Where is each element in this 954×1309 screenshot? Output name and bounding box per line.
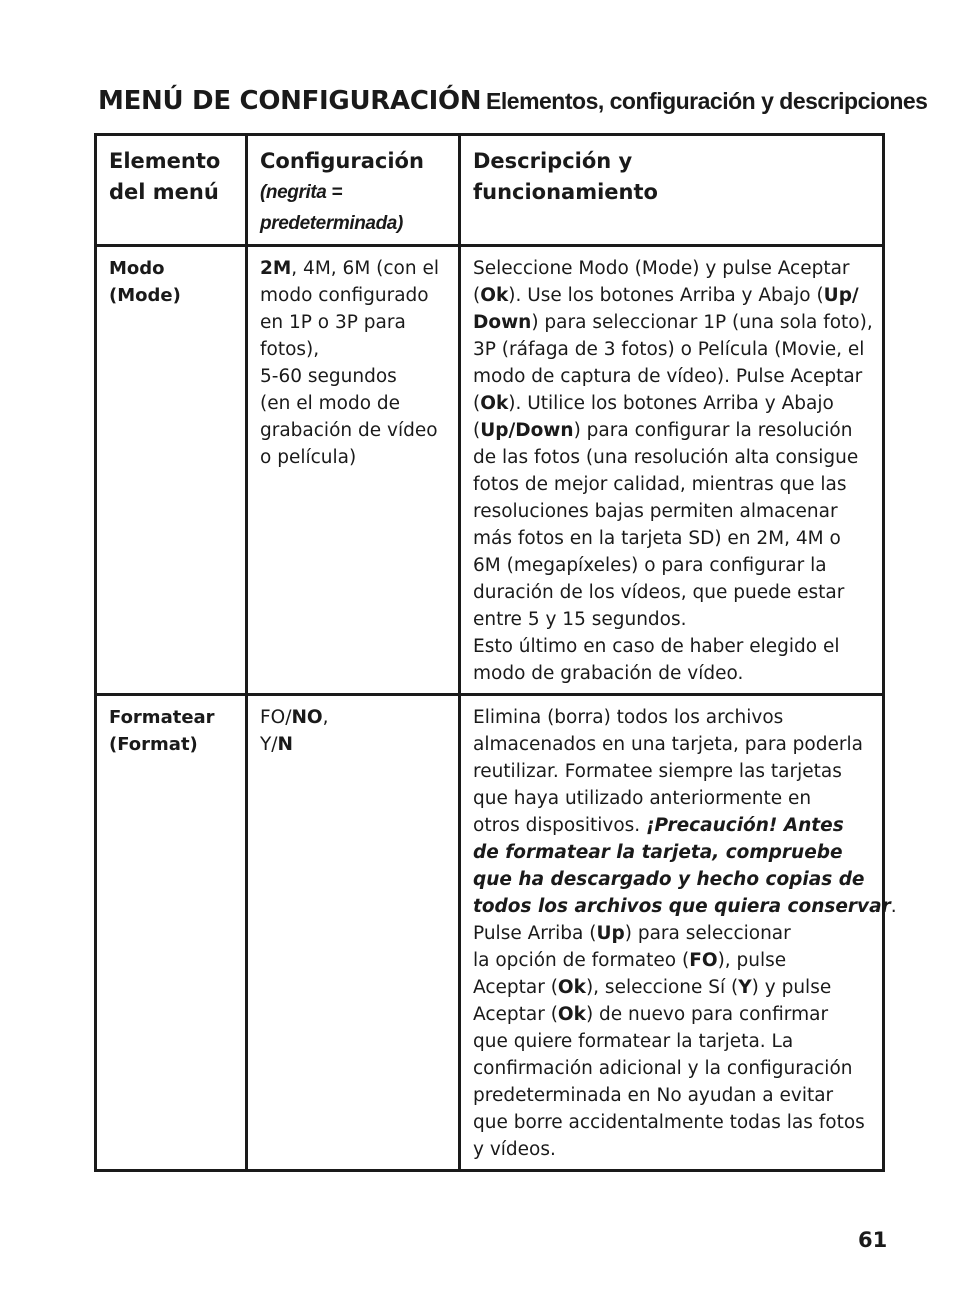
- header-setting: Configuración (negrita = predeterminada): [247, 135, 460, 246]
- description-cell: Seleccione Modo (Mode) y pulse Aceptar (Ok). Use los botones Arriba y Abajo (Up/ Down) para seleccionar 1P (una sola foto), 3P (ráfaga de 3 fotos) o Película (Movie, el modo de captura de vídeo). Pulse Aceptar (Ok). Utilice los botones Arriba y Abajo (Up/Down) para configurar la resolución de las fotos (una resolución alta consigue fotos de mejor calidad, mientras que las resoluciones bajas permiten almacenar más fotos en la tarjeta SD) en 2M, 4M o 6M (megapíxeles) o para configurar la duración de los vídeos, que puede estar entre 5 y 15 segundos. Esto último en caso de haber elegido el modo de grabación de vídeo.: [460, 246, 884, 695]
- warning-text: todos los archivos que quiera conservar: [473, 896, 891, 917]
- page-title: [98, 86, 927, 116]
- title-main: MENÚ DE CONFIGURACIÓN: [98, 86, 482, 116]
- warning-text: ¡Precaución! Antes: [646, 815, 844, 836]
- item-cell: Modo (Mode): [96, 246, 247, 695]
- warning-text: de formatear la tarjeta, compruebe: [473, 842, 843, 863]
- header-item: Elemento del menú: [96, 135, 247, 246]
- default-value: NO: [291, 707, 323, 728]
- table-row-format: [96, 695, 884, 1171]
- default-value: 2M: [260, 258, 292, 279]
- setting-cell: FO/NO, Y/N: [247, 695, 460, 1171]
- default-value: N: [277, 734, 294, 755]
- title-subtitle: Elementos, configuración y descripciones: [486, 88, 928, 114]
- table-row-mode: [96, 246, 884, 695]
- header-description: Descripción y funcionamiento: [460, 135, 884, 246]
- item-cell: Formatear (Format): [96, 695, 247, 1171]
- setting-cell: 2M, 4M, 6M (con el modo configurado en 1P o 3P para fotos), 5-60 segundos (en el modo de grabación de vídeo o película): [247, 246, 460, 695]
- settings-table: [94, 133, 897, 1172]
- page-number: 61: [858, 1228, 888, 1252]
- header-setting-note: (negrita =: [260, 182, 343, 203]
- warning-text: que ha descargado y hecho copias de: [473, 869, 865, 890]
- table-header-row: [96, 135, 884, 246]
- description-cell: Elimina (borra) todos los archivos almacenados en una tarjeta, para poderla reutilizar. Formatee siempre las tarjetas que haya utilizado anteriormente en otros dispositivos. ¡Precaución! Antes de formatear la tarjeta, compruebe que ha descargado y hecho copias de todos los archivos que quiera conservar. Pulse Arriba (Up) para seleccionar la opción de formateo (FO), pulse Aceptar (Ok), seleccione Sí (Y) y pulse Aceptar (Ok) de nuevo para confirmar que quiere formatear la tarjeta. La confirmación adicional y la configuración predeterminada en No ayudan a evitar que borre accidentalmente todas las fotos y vídeos.: [460, 695, 884, 1171]
